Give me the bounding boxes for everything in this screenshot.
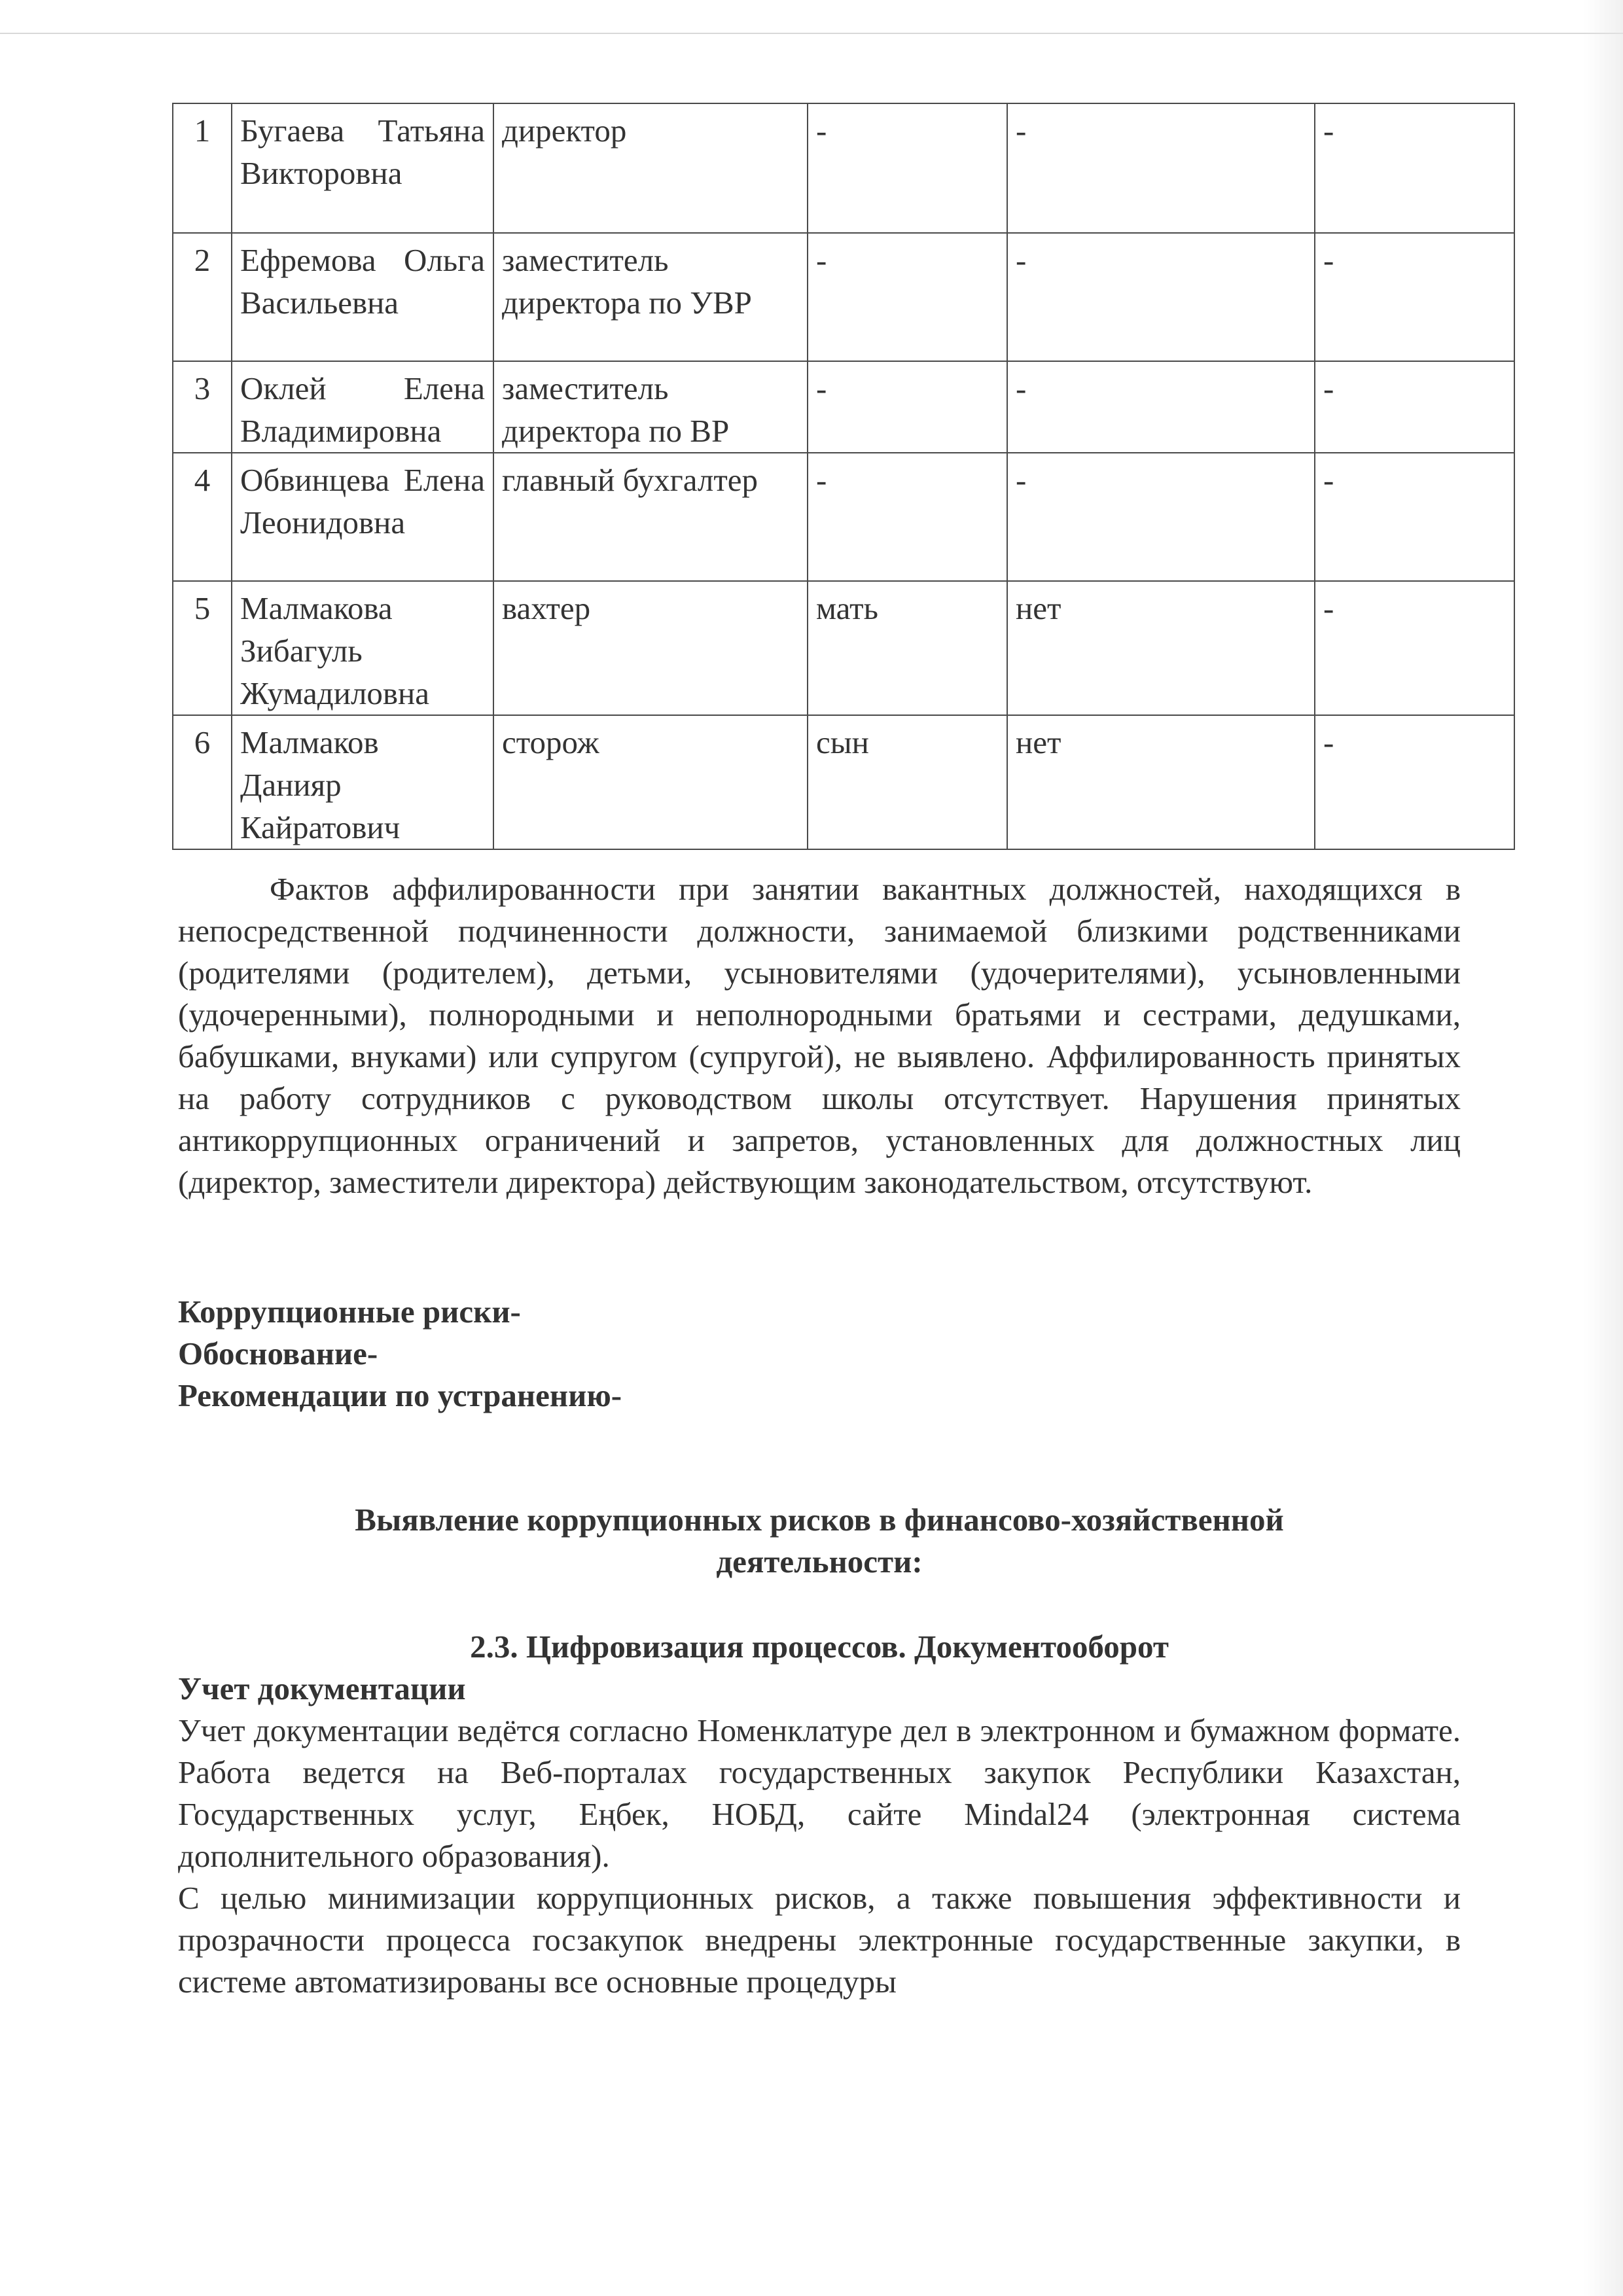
relation-cell: - [808,103,1007,233]
employee-name: Ефремова Ольга Васильевна [232,233,493,361]
employee-name: Малмакова Зибагуль Жумадиловна [232,581,493,715]
subordination-cell: нет [1007,715,1315,849]
note-cell: - [1315,103,1514,233]
section-heading: Выявление коррупционных рисков в финансово-хозяйственной деятельности: [355,1502,1284,1580]
note-cell: - [1315,361,1514,453]
scan-top-edge [0,33,1623,34]
note-cell: - [1315,453,1514,581]
employee-name: Обвинцева Елена Леонидовна [232,453,493,581]
staff-relatives-table [172,103,1515,850]
subsection-heading: 2.3. Цифровизация процессов. Документооборот [470,1629,1169,1665]
subordination-cell: - [1007,233,1315,361]
table-row [173,233,1514,361]
accounting-section [178,1668,1461,2003]
section-heading-block [178,1499,1461,1583]
table-row [173,103,1514,233]
table-row [173,361,1514,453]
employee-name: Оклей Елена Владимировна [232,361,493,453]
note-cell: - [1315,715,1514,849]
row-number: 2 [173,233,232,361]
subordination-cell: нет [1007,581,1315,715]
affiliation-paragraph: Фактов аффилированности при занятии вакантных должностей, находящихся в непосредственной подчиненности должности, занимаемой близкими родственниками (родителями (родителем), детьми, усыновителями (удочерителями), усыновленными (удочеренными), полнородными и неполнородными братьями и сестрами, дедушками, бабушками, внуками) или супругом (супругой), не выявлено. Аффилированность принятых на работу сотрудников с руководством школы отсутствует. Нарушения принятых антикоррупционных ограничений и запретов, установленных для должностных лиц (директор, заместители директора) действующим законодательством, отсутствуют. [178,871,1461,1200]
subordination-cell: - [1007,453,1315,581]
employee-position: главный бухгалтер [493,453,808,581]
employee-position: заместитель директора по ВР [493,361,808,453]
employee-position: заместитель директора по УВР [493,233,808,361]
accounting-paragraph: Учет документации ведётся согласно Номенклатуре дел в электронном и бумажном формате. Работа ведется на Веб-порталах государственных закупок Республики Казахстан, Государственных услуг, Еңбек, НОБД, сайте Mindal24 (электронная система дополнительного образования). [178,1712,1461,1874]
employee-name: Бугаева Татьяна Викторовна [232,103,493,233]
note-cell: - [1315,233,1514,361]
row-number: 1 [173,103,232,233]
employee-position: директор [493,103,808,233]
table-row [173,453,1514,581]
corruption-risks-label: Коррупционные риски- [178,1294,521,1330]
relation-cell: сын [808,715,1007,849]
employee-position: сторож [493,715,808,849]
subsection-heading-block [178,1626,1461,1668]
row-number: 3 [173,361,232,453]
relation-cell: мать [808,581,1007,715]
justification-label: Обоснование- [178,1335,378,1371]
affiliation-block [178,868,1461,1203]
subordination-cell: - [1007,103,1315,233]
relation-cell: - [808,233,1007,361]
scan-right-shadow [1584,0,1623,2296]
row-number: 4 [173,453,232,581]
row-number: 6 [173,715,232,849]
risk-summary [178,1291,1461,1417]
relation-cell: - [808,361,1007,453]
procurement-paragraph: С целью минимизации коррупционных рисков, а также повышения эффективности и прозрачности процесса госзакупок внедрены электронные государственные закупки, в системе автоматизированы все основные процедуры [178,1880,1461,2000]
table-row [173,715,1514,849]
row-number: 5 [173,581,232,715]
table-row [173,581,1514,715]
recommendations-label: Рекомендации по устранению- [178,1377,622,1413]
accounting-heading: Учет документации [178,1670,466,1706]
employee-name: Малмаков Данияр Кайратович [232,715,493,849]
note-cell: - [1315,581,1514,715]
employee-position: вахтер [493,581,808,715]
relation-cell: - [808,453,1007,581]
subordination-cell: - [1007,361,1315,453]
